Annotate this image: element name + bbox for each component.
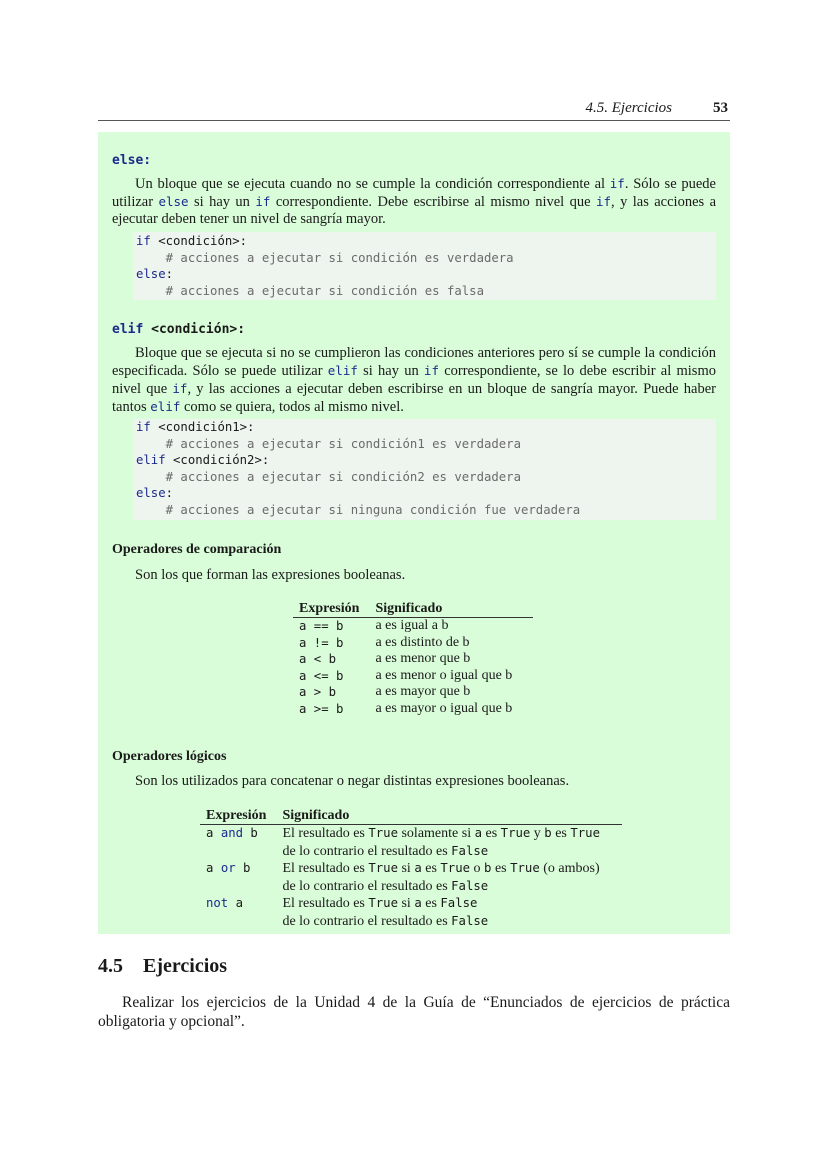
inline-code: if: [255, 194, 271, 209]
code-keyword: if: [136, 234, 151, 248]
operator-expression: a > b: [299, 685, 337, 700]
table-row: [293, 618, 533, 635]
inline-code: elif: [327, 363, 358, 378]
inline-code: True: [440, 861, 471, 876]
code-text: <condición>:: [150, 234, 248, 248]
text-run: El resultado es: [282, 896, 369, 912]
inline-code: else: [158, 194, 189, 209]
text-run: correspondiente. Debe escribirse al mismo nivel que: [270, 194, 596, 210]
logical-table: [200, 807, 622, 931]
inline-code: if: [172, 381, 188, 396]
meaning-line: [282, 843, 612, 861]
code-line: [136, 266, 716, 283]
else-code-block: [133, 232, 716, 300]
code-text: :: [165, 486, 174, 501]
section-title: Ejercicios: [143, 955, 228, 977]
else-term: else:: [112, 153, 152, 168]
section-paragraph: Realizar los ejercicios de la Unidad 4 de la Guía de “Enunciados de ejercicios de práctica obligatoria y opcional”.: [98, 994, 730, 1030]
text-run: o: [470, 861, 485, 877]
code-line: [136, 419, 716, 436]
code-line: [136, 485, 716, 502]
code-line: [136, 452, 716, 469]
inline-code: if: [595, 194, 612, 209]
inline-code: True: [368, 826, 398, 840]
table-header-row: [200, 807, 622, 825]
code-keyword: and: [220, 826, 244, 840]
inline-code: False: [451, 878, 489, 893]
col-header-meaning: Significado: [276, 807, 622, 825]
code-line: [136, 502, 716, 519]
text-run: es: [491, 861, 511, 877]
text-run: correspondiente, se lo debe escribir al mismo nivel que: [112, 363, 716, 397]
text-run: si: [397, 896, 415, 912]
operator-meaning: [276, 860, 622, 895]
meaning-line: [282, 895, 612, 913]
inline-code: False: [440, 896, 478, 911]
operator-meaning: a es mayor que b: [375, 684, 471, 700]
col-header-meaning: Significado: [369, 600, 533, 618]
inline-code: b: [544, 826, 552, 840]
text-run: es: [421, 861, 441, 877]
text-run: (o ambos): [539, 861, 600, 877]
table-row: [293, 651, 533, 668]
text-run: es: [551, 826, 571, 841]
code-keyword: else: [136, 486, 166, 501]
code-text: a: [206, 861, 221, 876]
code-line: [136, 436, 716, 453]
inline-code: True: [500, 826, 531, 840]
logical-intro: Son los utilizados para concatenar o negar distintas expresiones booleanas.: [135, 773, 570, 789]
operator-expression: a == b: [299, 619, 344, 633]
operator-meaning: [276, 895, 622, 930]
page-header: [98, 100, 730, 121]
meaning-line: [282, 913, 612, 931]
section-heading: [98, 955, 227, 978]
code-text: <condición2>:: [165, 453, 270, 468]
else-description: [112, 175, 716, 228]
table-row: [293, 684, 533, 701]
meaning-line: [282, 825, 612, 843]
table-header-row: [293, 600, 533, 618]
inline-code: True: [368, 861, 398, 876]
elif-description: [112, 345, 716, 416]
text-run: es: [482, 826, 501, 841]
code-line: [136, 233, 716, 250]
text-run: Bloque que se ejecuta si no se cumplieron las condiciones anteriores pero sí se cumple la condición especificada. Sólo se puede utilizar: [112, 345, 716, 379]
elif-term-rest: <condición>:: [143, 322, 246, 337]
code-line: [136, 469, 716, 486]
code-comment: # acciones a ejecutar si condición1 es verdadera: [165, 436, 521, 451]
text-run: . Sólo se puede utilizar: [112, 176, 716, 210]
inline-code: a: [414, 896, 422, 911]
code-keyword: not: [206, 896, 229, 911]
code-text: a: [228, 896, 244, 911]
code-text: [136, 437, 166, 451]
inline-code: a: [414, 861, 422, 876]
operator-expression: [200, 860, 276, 895]
table-row: [293, 635, 533, 652]
table-row: [293, 668, 533, 685]
code-text: b: [243, 826, 258, 840]
code-keyword: elif: [136, 453, 166, 468]
col-header-expr: Expresión: [293, 600, 369, 618]
code-comment: # acciones a ejecutar si ninguna condición fue verdadera: [165, 502, 581, 517]
inline-code: True: [368, 896, 398, 911]
code-line: [136, 283, 716, 300]
operator-expression: a >= b: [299, 701, 344, 716]
text-run: de lo contrario el resultado es: [282, 843, 452, 859]
inline-code: if: [423, 363, 439, 378]
text-run: de lo contrario el resultado es: [282, 878, 452, 894]
code-keyword: or: [220, 861, 236, 876]
text-run: si hay un: [357, 363, 424, 379]
text-run: , y las acciones a ejecutar deben escribirse en un bloque de sangría mayor. Puede haber tantos: [112, 381, 716, 415]
code-text: [136, 470, 166, 484]
col-header-expr: Expresión: [200, 807, 276, 825]
operator-expression: [200, 895, 276, 930]
operator-expression: a <= b: [299, 668, 344, 683]
inline-code: False: [451, 913, 489, 928]
inline-code: a: [474, 826, 482, 840]
table-row: [200, 895, 622, 930]
inline-code: True: [510, 861, 540, 876]
comparison-table: [293, 600, 533, 718]
text-run: si hay un: [188, 194, 256, 210]
elif-term-keyword: elif: [112, 322, 144, 337]
code-text: b: [235, 861, 251, 876]
operator-meaning: a es igual a b: [375, 618, 449, 633]
elif-code-block: [133, 419, 716, 520]
inline-code: elif: [150, 399, 181, 414]
code-keyword: else: [136, 267, 166, 282]
text-run: El resultado es: [282, 861, 369, 877]
operator-meaning: a es menor que b: [375, 651, 471, 667]
code-text: <condición1>:: [150, 420, 255, 434]
operator-expression: a != b: [299, 635, 344, 650]
text-run: y: [530, 826, 545, 841]
meaning-line: [282, 878, 612, 896]
table-row: [200, 825, 622, 861]
code-comment: # acciones a ejecutar si condición2 es verdadera: [165, 469, 521, 484]
text-run: Un bloque que se ejecuta cuando no se cumple la condición correspondiente al: [135, 176, 610, 192]
code-text: [136, 284, 166, 298]
operator-expression: a < b: [299, 652, 337, 667]
text-run: como se quiera, todos al mismo nivel.: [180, 399, 404, 415]
operator-meaning: a es menor o igual que b: [375, 667, 513, 683]
text-run: es: [421, 896, 441, 912]
text-run: si: [397, 861, 415, 877]
text-run: El resultado es: [282, 826, 369, 841]
operator-meaning: [276, 825, 622, 861]
header-page-number: 53: [713, 100, 728, 116]
text-run: de lo contrario el resultado es: [282, 913, 452, 929]
table-row: [293, 701, 533, 718]
inline-code: if: [609, 176, 625, 191]
code-text: [136, 251, 166, 265]
inline-code: True: [570, 826, 600, 840]
operator-meaning: a es distinto de b: [375, 634, 470, 650]
code-comment: # acciones a ejecutar si condición es verdadera: [165, 250, 514, 265]
comparison-heading: Operadores de comparación: [112, 542, 282, 557]
header-section-title: 4.5. Ejercicios: [585, 100, 672, 116]
inline-code: b: [484, 861, 492, 876]
elif-term: [112, 322, 245, 337]
comparison-intro: Son los que forman las expresiones booleanas.: [135, 567, 406, 583]
inline-code: False: [451, 843, 489, 858]
code-text: [136, 503, 166, 517]
table-row: [200, 860, 622, 895]
section-number: 4.5: [98, 955, 123, 977]
code-text: :: [165, 267, 174, 282]
text-run: , y las acciones a ejecutar deben tener un nivel de sangría mayor.: [112, 194, 717, 227]
code-comment: # acciones a ejecutar si condición es falsa: [165, 283, 484, 298]
code-line: [136, 250, 716, 267]
operator-expression: [200, 825, 276, 861]
logical-heading: Operadores lógicos: [112, 749, 227, 764]
code-keyword: if: [136, 420, 151, 434]
text-run: solamente si: [397, 826, 475, 841]
meaning-line: [282, 860, 612, 878]
operator-meaning: a es mayor o igual que b: [375, 700, 513, 716]
code-text: a: [206, 826, 221, 840]
